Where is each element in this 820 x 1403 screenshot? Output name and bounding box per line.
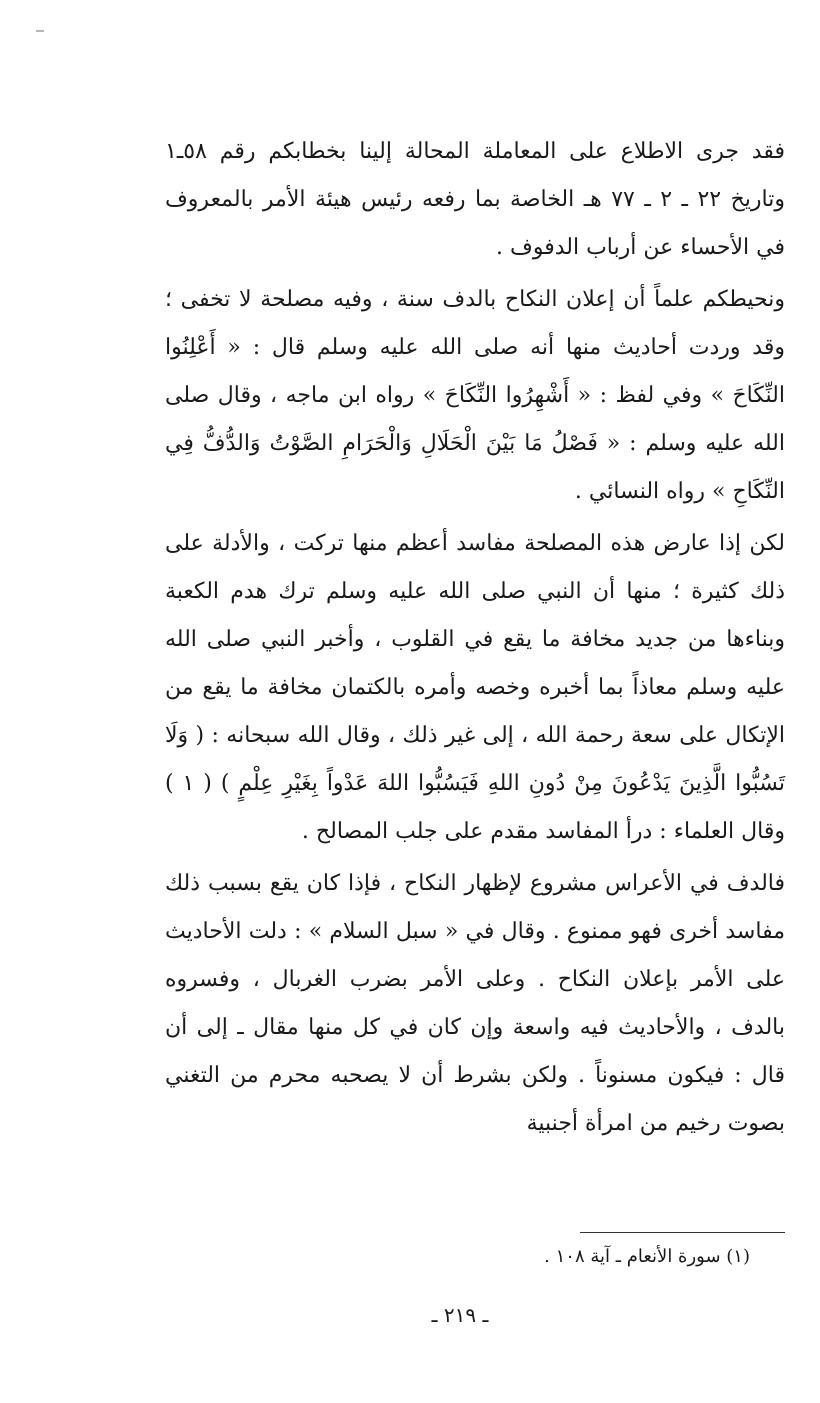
- footnote-rule: [580, 1232, 785, 1233]
- main-text: [165, 128, 785, 1148]
- page-number: ـ ٢١٩ ـ: [431, 1303, 489, 1327]
- paragraph-2: ونحيطكم علماً أن إعلان النكاح بالدف سنة ، وفيه مصلحة لا تخفى ؛ وقد وردت أحاديث منها أنه صلى الله عليه وسلم قال : « أَعْلِنُوا النِّكَاحَ » وفي لفظ : « أَشْهِرُوا النِّكَاحَ » رواه ابن ماجه ، وقال صلى الله عليه وسلم : « فَصْلُ مَا بَيْنَ الْحَلَالِ وَالْحَرَامِ الصَّوْتُ وَالدُّفُّ فِي النِّكَاحِ » رواه النسائي .: [165, 287, 785, 504]
- footnote: (١) سورة الأنعام ـ آية ١٠٨ .: [544, 1246, 750, 1267]
- scan-mark: [36, 30, 44, 32]
- paragraph-1: فقد جرى الاطلاع على المعاملة المحالة إلينا بخطابكم رقم ٥٨ـ١ وتاريخ ٢٢ ـ ٢ ـ ٧٧ هـ الخاصة بما رفعه رئيس هيئة الأمر بالمعروف في الأحساء عن أرباب الدفوف .: [165, 139, 785, 260]
- paragraph-3: لكن إذا عارض هذه المصلحة مفاسد أعظم منها تركت ، والأدلة على ذلك كثيرة ؛ منها أن النبي صلى الله عليه وسلم ترك هدم الكعبة وبناءها من جديد مخافة ما يقع في القلوب ، وأخبر النبي صلى الله عليه وسلم معاذاً بما أخبره وخصه وأمره بالكتمان مخافة ما يقع من الإتكال على سعة رحمة الله ، إلى غير ذلك ، وقال الله سبحانه : ( وَلَا تَسُبُّوا الَّذِينَ يَدْعُونَ مِنْ دُونِ اللهِ فَيَسُبُّوا اللهَ عَدْواً بِغَيْرِ عِلْمٍ ) ( ١ ) وقال العلماء : درأ المفاسد مقدم على جلب المصالح .: [165, 531, 785, 844]
- paragraph-4: فالدف في الأعراس مشروع لإظهار النكاح ، فإذا كان يقع بسبب ذلك مفاسد أخرى فهو ممنوع . وقال في « سبل السلام » : دلت الأحاديث على الأمر بإعلان النكاح . وعلى الأمر بضرب الغربال ، وفسروه بالدف ، والأحاديث فيه واسعة وإن كان في كل منها مقال ـ إلى أن قال : فيكون مسنوناً . ولكن بشرط أن لا يصحبه محرم من التغني بصوت رخيم من امرأة أجنبية: [165, 871, 785, 1136]
